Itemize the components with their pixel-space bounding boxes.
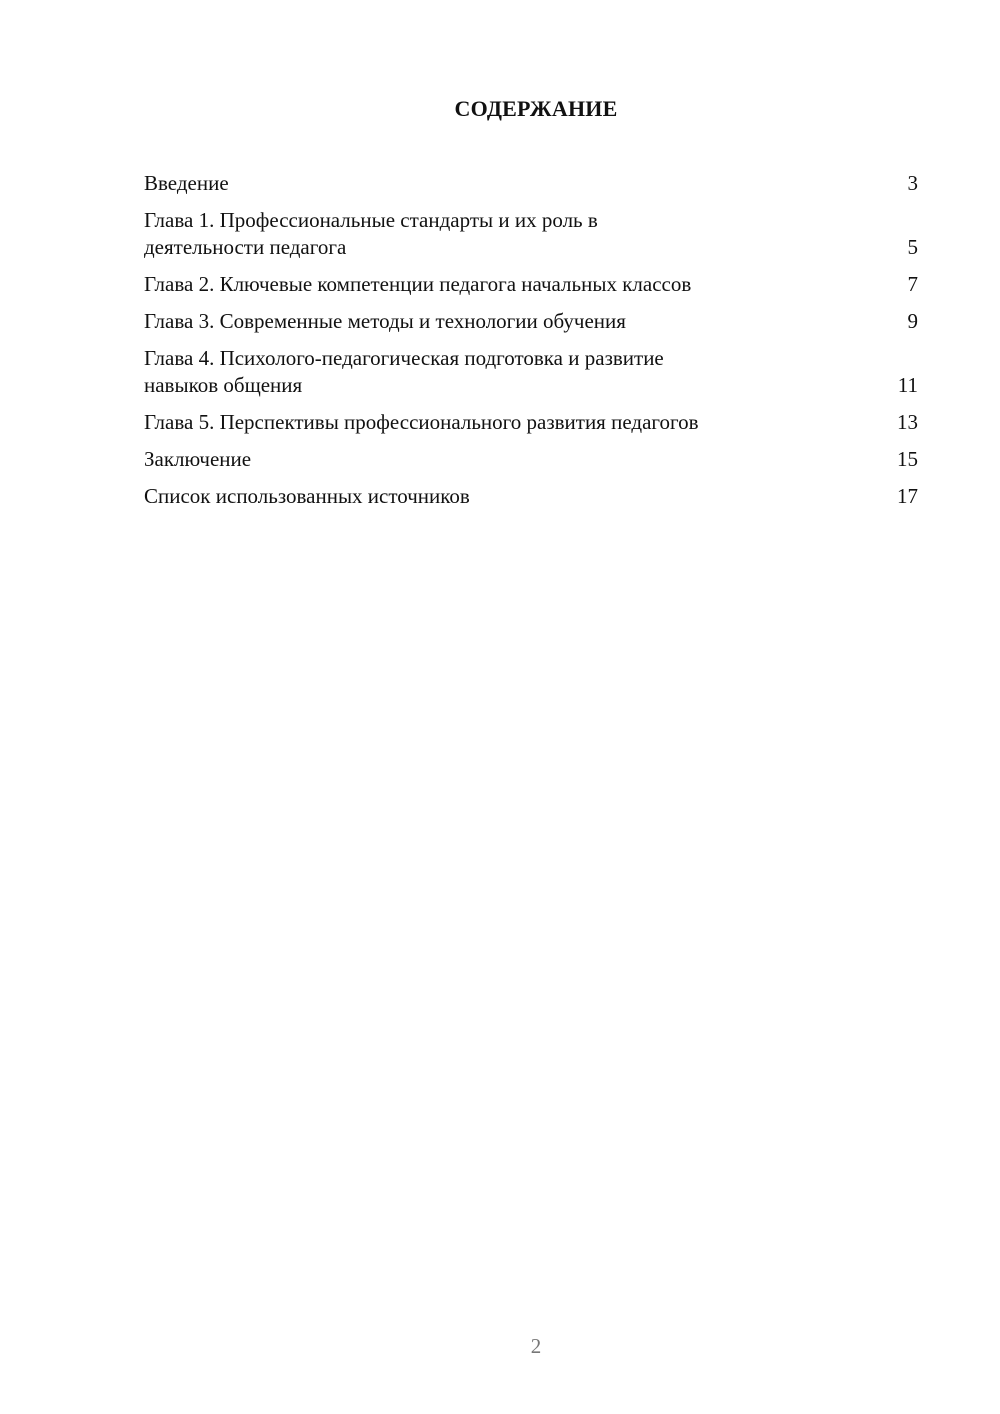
table-of-contents bbox=[144, 170, 918, 520]
toc-entry-page: 9 bbox=[907, 309, 918, 333]
toc-entry-page: 3 bbox=[907, 171, 918, 195]
toc-entry-introduction bbox=[144, 170, 918, 197]
toc-entry-text: Заключение bbox=[144, 447, 252, 471]
toc-entry-chapter-2 bbox=[144, 271, 918, 298]
toc-entry-page: 5 bbox=[907, 235, 918, 259]
toc-entry-conclusion bbox=[144, 446, 918, 473]
toc-entry-chapter-3 bbox=[144, 308, 918, 335]
toc-entry-text: Глава 3. Современные методы и технологии обучения bbox=[144, 309, 626, 333]
toc-entry-page: 11 bbox=[897, 373, 918, 397]
toc-entry-chapter-5 bbox=[144, 409, 918, 436]
toc-entry-page: 13 bbox=[897, 410, 918, 434]
toc-entry-text: Введение bbox=[144, 171, 229, 195]
toc-entry-page: 7 bbox=[907, 272, 918, 296]
toc-entry-text: Глава 1. Профессиональные стандарты и их роль в деятельности педагога bbox=[144, 208, 598, 259]
toc-entry-text: Глава 4. Психолого-педагогическая подготовка и развитие навыков общения bbox=[144, 346, 664, 397]
toc-entry-text: Глава 5. Перспективы профессионального развития педагогов bbox=[144, 410, 699, 434]
page-number: 2 bbox=[530, 1334, 542, 1358]
toc-entry-page: 15 bbox=[897, 447, 918, 471]
toc-entry-references bbox=[144, 483, 918, 510]
page-title: СОДЕРЖАНИЕ bbox=[454, 96, 618, 121]
toc-entry-chapter-1 bbox=[144, 207, 918, 261]
toc-entry-text: Глава 2. Ключевые компетенции педагога начальных классов bbox=[144, 272, 692, 296]
toc-entry-text: Список использованных источников bbox=[144, 484, 470, 508]
toc-entry-page: 17 bbox=[897, 484, 918, 508]
toc-entry-chapter-4 bbox=[144, 345, 918, 399]
